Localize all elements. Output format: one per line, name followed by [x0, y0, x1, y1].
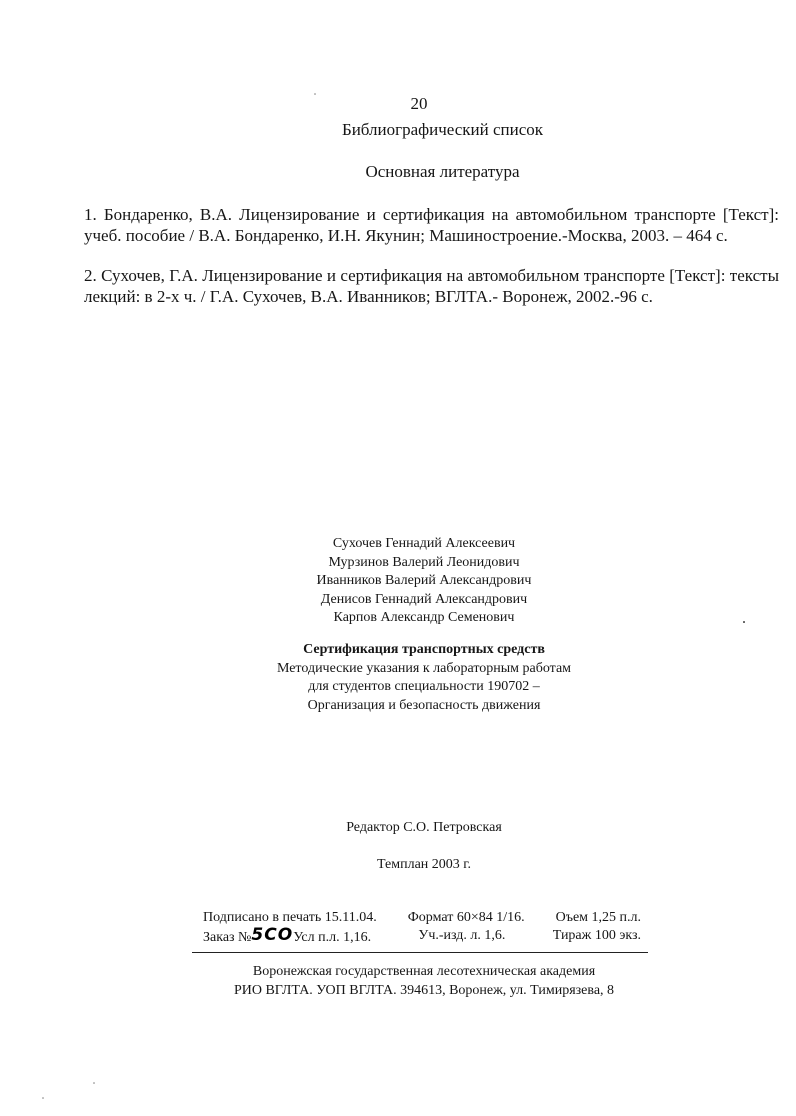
paper-format: Формат 60×84 1/16. — [407, 910, 525, 925]
page-number: 20 — [410, 94, 428, 113]
reference-item: 1. Бондаренко, В.А. Лицензирование и сертификация на автомобильном транспорте [Текст]: учеб. пособие / В.А. Бондаренко, И.Н. Якунин; Машиностроение.-Москва, 2003. – 464 с. — [84, 205, 779, 245]
author-name: Сухочев Геннадий Алексеевич — [332, 536, 516, 551]
divider-rule — [192, 952, 648, 953]
order — [203, 927, 371, 948]
publication-subtitle-line: для студентов специальности 190702 – — [308, 679, 540, 694]
handwritten-order-number: 5СО — [251, 925, 294, 945]
publication-subtitle-line: Организация и безопасность движения — [307, 697, 541, 713]
author-name: Карпов Александр Семенович — [333, 610, 515, 625]
main-literature-heading: Основная литература — [365, 162, 520, 181]
publication-subtitle-line: Методические указания к лабораторным работам — [276, 660, 572, 676]
signed-to-print: Подписано в печать 15.11.04. — [203, 910, 377, 925]
author-name: Денисов Геннадий Александрович — [320, 591, 528, 607]
scan-speck — [743, 621, 745, 623]
author-name: Мурзинов Валерий Леонидович — [328, 554, 520, 570]
publication-title: Сертификация транспортных средств — [303, 642, 545, 657]
author-name: Иванников Валерий Александрович — [316, 573, 532, 588]
scan-speck — [314, 93, 316, 95]
academy-address: РИО ВГЛТА. УОП ВГЛТА. 394613, Воронеж, ул. Тимирязева, 8 — [233, 982, 615, 998]
publication-block — [0, 641, 796, 715]
scan-speck — [93, 1082, 95, 1084]
scan-speck — [42, 1097, 44, 1099]
conventional-sheets: Усл п.л. 1,16. — [293, 930, 372, 945]
editor-line: Редактор С.О. Петровская — [346, 820, 502, 835]
authors-list — [0, 535, 796, 628]
academy-name: Воронежская государственная лесотехническая академия — [252, 964, 596, 979]
academy-block — [0, 963, 796, 1000]
reference-item: 2. Сухочев, Г.А. Лицензирование и сертификация на автомобильном транспорте [Текст]: тексты лекций: в 2-х ч. / Г.А. Сухочев, В.А. Иванников; ВГЛТА.- Воронеж, 2002.-96 с. — [84, 266, 779, 306]
volume: Оъем 1,25 п.л. — [555, 910, 641, 925]
print-run: Тираж 100 экз. — [552, 928, 641, 943]
publishing-sheets: Уч.-изд. л. 1,6. — [418, 928, 506, 943]
templan-line: Темплан 2003 г. — [377, 857, 471, 872]
order-label: Заказ № — [203, 930, 252, 945]
bibliography-title: Библиографический список — [341, 120, 544, 139]
imprint-line-2 — [203, 927, 641, 948]
